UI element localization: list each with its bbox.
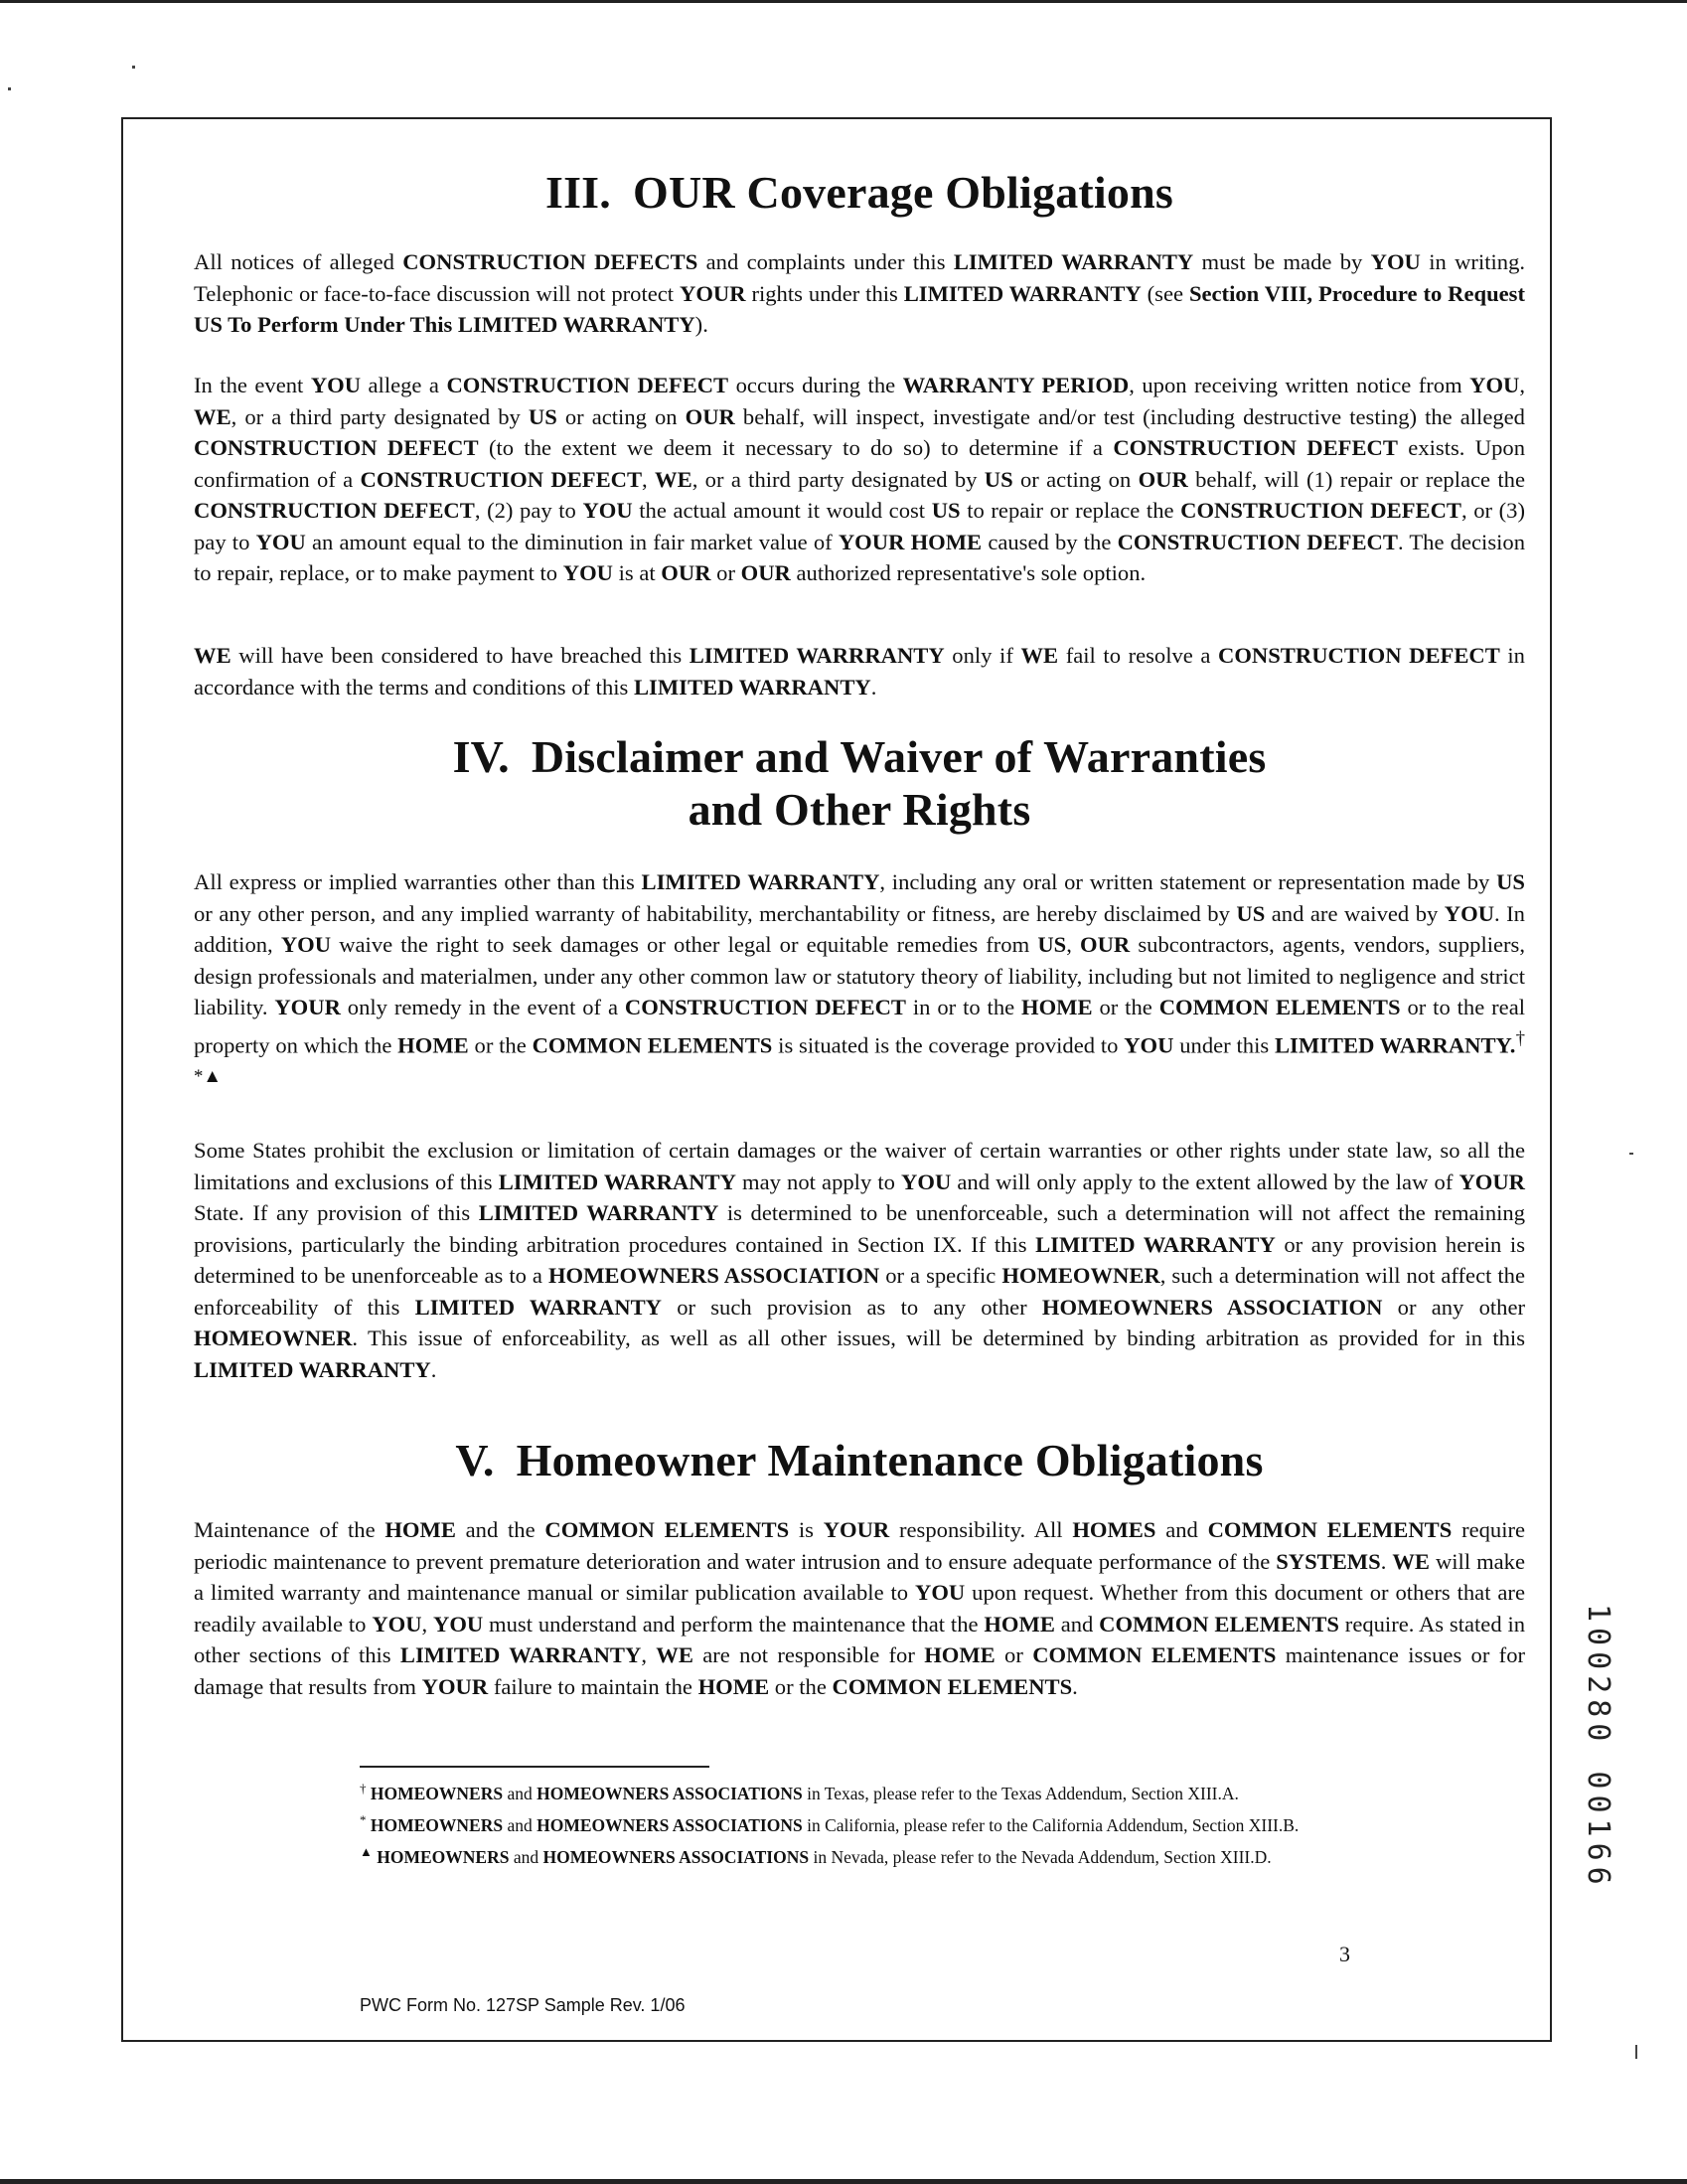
text-run: fail to resolve a [1058, 643, 1219, 668]
paragraph [194, 370, 1525, 589]
text-run: . This issue of enforceability, as well as all other issues, will be determined by binding arbitration as provided for in this [352, 1326, 1525, 1350]
text-run: an amount equal to the diminution in fair market value of [305, 529, 839, 554]
defined-term: COMMON ELEMENTS [544, 1517, 790, 1542]
text-run: and the [455, 1517, 545, 1542]
defined-term: YOU [255, 529, 306, 554]
defined-term: US [528, 403, 557, 429]
text-run: , upon receiving written notice from [1129, 373, 1470, 397]
defined-term: WE [1020, 643, 1059, 668]
defined-term: COMMON ELEMENTS [532, 1032, 773, 1058]
defined-term: OUR [685, 403, 735, 429]
defined-term: YOU [1444, 900, 1495, 926]
defined-term: HOMEOWNERS ASSOCIATIONS [542, 1846, 810, 1867]
text-run: in Nevada, please refer to the Nevada Addendum, Section XIII.D. [809, 1846, 1272, 1867]
scan-speck [8, 87, 11, 90]
defined-term: COMMON ELEMENTS [1099, 1611, 1339, 1637]
text-run: will make a limited warranty and maintenance manual or similar publication available to [194, 1548, 1526, 1605]
defined-term: HOMEOWNERS [370, 1814, 504, 1835]
defined-term: LIMITED WARRANTY [414, 1294, 662, 1320]
text-run: , or a third party designated by [230, 403, 529, 429]
text-run: authorized representative's sole option. [790, 560, 1147, 585]
section-title: OUR Coverage Obligations [633, 167, 1173, 218]
text-run: . [1072, 1673, 1078, 1699]
text-run: caused by the [982, 529, 1118, 554]
text-run: is [789, 1517, 824, 1542]
text-run: , [1066, 932, 1081, 957]
defined-term: LIMITED WARRANTY [633, 674, 871, 700]
text-run: or any provision herein is determined to be unenforceable as to a [194, 1231, 1526, 1288]
defined-term: YOU [1124, 1032, 1174, 1058]
defined-term: YOUR [823, 1517, 890, 1542]
defined-term: CONSTRUCTION DEFECT [1117, 529, 1398, 554]
defined-term: WE [194, 643, 231, 668]
text-run: and [1054, 1611, 1100, 1637]
text-run: or [710, 560, 741, 585]
text-run: . [1380, 1548, 1393, 1574]
defined-term: OUR [661, 560, 711, 585]
text-run: will have been considered to have breached this [230, 643, 690, 668]
defined-term: CONSTRUCTION DEFECT [194, 435, 479, 460]
defined-term: US [931, 498, 961, 523]
text-run: or a specific [879, 1263, 1002, 1288]
footnote [360, 1776, 1373, 1806]
defined-term: CONSTRUCTION DEFECT [1113, 435, 1398, 460]
footnote-mark: ▲ [360, 1843, 373, 1859]
defined-term: YOUR [1458, 1169, 1525, 1194]
footnote-mark: † [360, 1781, 367, 1795]
text-run: , (2) pay to [474, 498, 583, 523]
text-run: only if [944, 643, 1021, 668]
text-run: . [870, 674, 877, 700]
defined-term: WE [655, 466, 692, 492]
defined-term: LIMITED WARRANTY [641, 869, 880, 894]
defined-term: SYSTEMS [1276, 1548, 1381, 1574]
form-number: PWC Form No. 127SP Sample Rev. 1/06 [360, 1995, 686, 2015]
defined-term: YOU [372, 1611, 422, 1637]
section-title: Homeowner Maintenance Obligations [516, 1435, 1264, 1485]
section-number: III. [544, 167, 611, 218]
defined-term: HOMEOWNERS ASSOCIATION [1041, 1294, 1383, 1320]
text-run: , or a third party designated by [691, 466, 985, 492]
defined-term: YOU [280, 932, 332, 957]
defined-term: COMMON ELEMENTS [832, 1673, 1073, 1699]
bates-number: 100280 00166 [1581, 1604, 1615, 1891]
section-number: V. [455, 1435, 495, 1485]
text-run: upon request. Whether from this document or others that are readily available to [194, 1580, 1525, 1637]
section-heading-iv [194, 731, 1525, 837]
text-run: and are waived by [1265, 900, 1445, 926]
defined-term: YOUR [421, 1673, 489, 1699]
text-run: In the event [194, 373, 311, 397]
paragraph [194, 640, 1525, 702]
text-run: or [995, 1642, 1033, 1667]
text-run: and [503, 1814, 537, 1835]
text-run: . The decision to repair, replace, or to make payment to [194, 529, 1525, 585]
text-run: State. If any provision of this [194, 1200, 479, 1225]
defined-term: HOME [924, 1642, 996, 1667]
text-run: and will only apply to the extent allowed by the law of [951, 1169, 1459, 1194]
text-run: maintenance issues or for damage that results from [194, 1642, 1526, 1699]
defined-term: COMMON ELEMENTS [1032, 1642, 1277, 1667]
text-run: , including any oral or written statement or representation made by [879, 869, 1497, 894]
text-run: or such provision as to any other [661, 1294, 1042, 1320]
text-run: are not responsible for [692, 1642, 925, 1667]
text-run: may not apply to [735, 1169, 902, 1194]
text-run: or acting on [1012, 466, 1139, 492]
section-title: Disclaimer and Waiver of Warranties [531, 731, 1267, 782]
section-title-line2: and Other Rights [688, 783, 1031, 835]
defined-term: WE [194, 403, 231, 429]
text-run: , such a determination will not affect the enforceability of this [194, 1263, 1525, 1320]
text-run: exists. Upon confirmation of a [194, 435, 1526, 492]
text-run: , [1519, 373, 1526, 397]
defined-term: LIMITED WARRANTY [478, 1200, 719, 1225]
defined-term: COMMON ELEMENTS [1158, 995, 1401, 1019]
defined-term: CONSTRUCTION DEFECTS [402, 249, 698, 274]
paragraph [194, 1514, 1525, 1702]
text-run: under this [1173, 1032, 1275, 1058]
defined-term: HOME [384, 1517, 456, 1542]
footnote-mark: * [360, 1811, 367, 1827]
page-number: 3 [1339, 1942, 1350, 1966]
defined-term: HOMEOWNER [1001, 1263, 1160, 1288]
text-run: All express or implied warranties other than this [194, 869, 642, 894]
defined-term: HOMEOWNERS ASSOCIATIONS [537, 1783, 803, 1803]
text-run: , [421, 1611, 434, 1637]
text-run: . [430, 1356, 437, 1382]
scan-edge-top [0, 0, 1687, 3]
defined-term: LIMITED WARRRANTY [689, 643, 945, 668]
section-number: IV. [452, 731, 510, 782]
defined-term: HOME [984, 1611, 1055, 1637]
text-run: subcontractors, agents, vendors, suppliers, design professionals and materialmen, under any other common law or statutory theory of liability, including but not limited to negligence and strict liability. [194, 932, 1525, 1019]
defined-term: YOUR [680, 280, 746, 306]
defined-term: HOME [397, 1032, 469, 1058]
defined-term: LIMITED WARRANTY [399, 1642, 642, 1667]
scan-edge-bottom [0, 2179, 1687, 2184]
text-run: or any other person, and any implied warranty of habitability, merchantability or fitness, are hereby disclaimed by [194, 900, 1237, 926]
text-run: Some States prohibit the exclusion or limitation of certain damages or the waiver of certain warranties or other rights under state law, so all the limitations and exclusions of this [194, 1138, 1525, 1194]
defined-term: CONSTRUCTION DEFECT [360, 466, 643, 492]
text-run: allege a [361, 373, 447, 397]
defined-term: OUR [1138, 466, 1188, 492]
footnotes [360, 1776, 1373, 1870]
text-run: (to the extent we deem it necessary to do so) to determine if a [478, 435, 1114, 460]
text-run: the actual amount it would cost [632, 498, 932, 523]
footnote-reference-marks: † *▲ [194, 1027, 1525, 1087]
section-heading-iii [194, 167, 1525, 220]
text-run: , [641, 1642, 657, 1667]
paragraph [194, 1135, 1525, 1385]
defined-term: CONSTRUCTION DEFECT [446, 373, 729, 397]
defined-term: LIMITED WARRANTY [953, 249, 1194, 274]
text-run: ). [694, 312, 708, 337]
defined-term: LIMITED WARRANTY [194, 1356, 431, 1382]
text-run: or to the real property on which the [194, 995, 1525, 1058]
defined-term: HOME [1021, 995, 1093, 1019]
text-run: and [503, 1783, 537, 1803]
text-run: or any other [1382, 1294, 1526, 1320]
text-run: waive the right to seek damages or other legal or equitable remedies from [331, 932, 1038, 957]
defined-term: WARRANTY PERIOD [902, 373, 1130, 397]
defined-term: LIMITED WARRANTY. [1274, 1032, 1516, 1058]
defined-term: CONSTRUCTION DEFECT [194, 498, 475, 523]
text-run: is situated is the coverage provided to [772, 1032, 1125, 1058]
text-run: , or (3) pay to [194, 498, 1526, 554]
defined-term: LIMITED WARRANTY [1035, 1231, 1276, 1257]
text-run: in California, please refer to the California Addendum, Section XIII.B. [802, 1814, 1300, 1835]
defined-term: US [1037, 932, 1067, 957]
scan-speck [1629, 1153, 1633, 1155]
text-run: behalf, will (1) repair or replace the [1187, 466, 1525, 492]
defined-term: OUR [740, 560, 791, 585]
text-run: and complaints under this [697, 249, 954, 274]
text-run: (see [1141, 280, 1189, 306]
text-run: in Texas, please refer to the Texas Addendum, Section XIII.A. [802, 1783, 1239, 1803]
defined-term: YOUR [274, 995, 341, 1019]
defined-term: US [1236, 900, 1266, 926]
defined-term: WE [656, 1642, 693, 1667]
defined-term: YOU [310, 373, 362, 397]
text-run: All notices of alleged [194, 249, 403, 274]
defined-term: HOMEOWNERS [370, 1783, 504, 1803]
defined-term: COMMON ELEMENTS [1207, 1517, 1453, 1542]
defined-term: YOU [433, 1611, 484, 1637]
defined-term: HOME [697, 1673, 770, 1699]
defined-term: HOMEOWNERS [377, 1846, 510, 1867]
text-run: in or to the [906, 995, 1022, 1019]
defined-term: HOMEOWNERS ASSOCIATIONS [537, 1814, 803, 1835]
text-run: or the [468, 1032, 533, 1058]
paragraph [194, 866, 1525, 1099]
defined-term: WE [1392, 1548, 1430, 1574]
section-heading-v [194, 1435, 1525, 1487]
defined-term: YOU [562, 560, 613, 585]
defined-term: YOU [915, 1580, 966, 1605]
text-run: responsibility. All [889, 1517, 1073, 1542]
text-run: or the [1092, 995, 1159, 1019]
text-run: or the [769, 1673, 833, 1699]
defined-term: LIMITED WARRANTY [903, 280, 1142, 306]
defined-term: HOMEOWNER [194, 1326, 353, 1350]
text-run: in writing. Telephonic or face-to-face discussion will not protect [194, 249, 1526, 306]
text-run: occurs during the [728, 373, 903, 397]
text-run: only remedy in the event of a [340, 995, 625, 1019]
text-run: failure to maintain the [488, 1673, 698, 1699]
text-run: must understand and perform the maintenance that the [483, 1611, 985, 1637]
defined-term: OUR [1080, 932, 1131, 957]
defined-term: CONSTRUCTION DEFECT [624, 995, 906, 1019]
defined-term: YOUR HOME [838, 529, 983, 554]
text-run: is determined to be unenforceable, such a determination will not affect the remaining provisions, particularly the binding arbitration procedures contained in Section IX. If this [194, 1200, 1525, 1257]
defined-term: US [1496, 869, 1525, 894]
text-run: and [1155, 1517, 1208, 1542]
defined-term: YOU [582, 498, 633, 523]
scan-speck [1635, 2045, 1637, 2059]
text-run: to repair or replace the [960, 498, 1181, 523]
text-run: require periodic maintenance to prevent premature deterioration and water intrusion and to ensure adequate performance of the [194, 1517, 1526, 1574]
defined-term: Section VIII, Procedure to Request US To Perform Under This LIMITED WARRANTY [194, 280, 1525, 337]
paragraph [194, 246, 1525, 341]
text-run: rights under this [745, 280, 904, 306]
text-run: , [642, 466, 656, 492]
footnote [360, 1839, 1373, 1870]
text-run: must be made by [1193, 249, 1371, 274]
defined-term: CONSTRUCTION DEFECT [1180, 498, 1461, 523]
footnote [360, 1807, 1373, 1838]
footnote-divider [360, 1766, 709, 1768]
defined-term: US [984, 466, 1013, 492]
scan-speck [132, 66, 135, 69]
defined-term: YOU [1469, 373, 1520, 397]
text-run: Maintenance of the [194, 1517, 385, 1542]
text-run: in accordance with the terms and conditions of this [194, 643, 1525, 700]
text-run: or acting on [556, 403, 686, 429]
defined-term: YOU [1370, 249, 1421, 274]
text-run: and [509, 1846, 543, 1867]
text-run: require. As stated in other sections of this [194, 1611, 1526, 1667]
text-run: . In addition, [194, 900, 1525, 957]
text-run: is at [612, 560, 662, 585]
defined-term: HOMEOWNERS ASSOCIATION [547, 1263, 880, 1288]
defined-term: CONSTRUCTION DEFECT [1218, 643, 1500, 668]
defined-term: YOU [901, 1169, 952, 1194]
defined-term: HOMES [1072, 1517, 1156, 1542]
defined-term: LIMITED WARRANTY [498, 1169, 736, 1194]
text-run: behalf, will inspect, investigate and/or test (including destructive testing) the alleged [734, 403, 1525, 429]
